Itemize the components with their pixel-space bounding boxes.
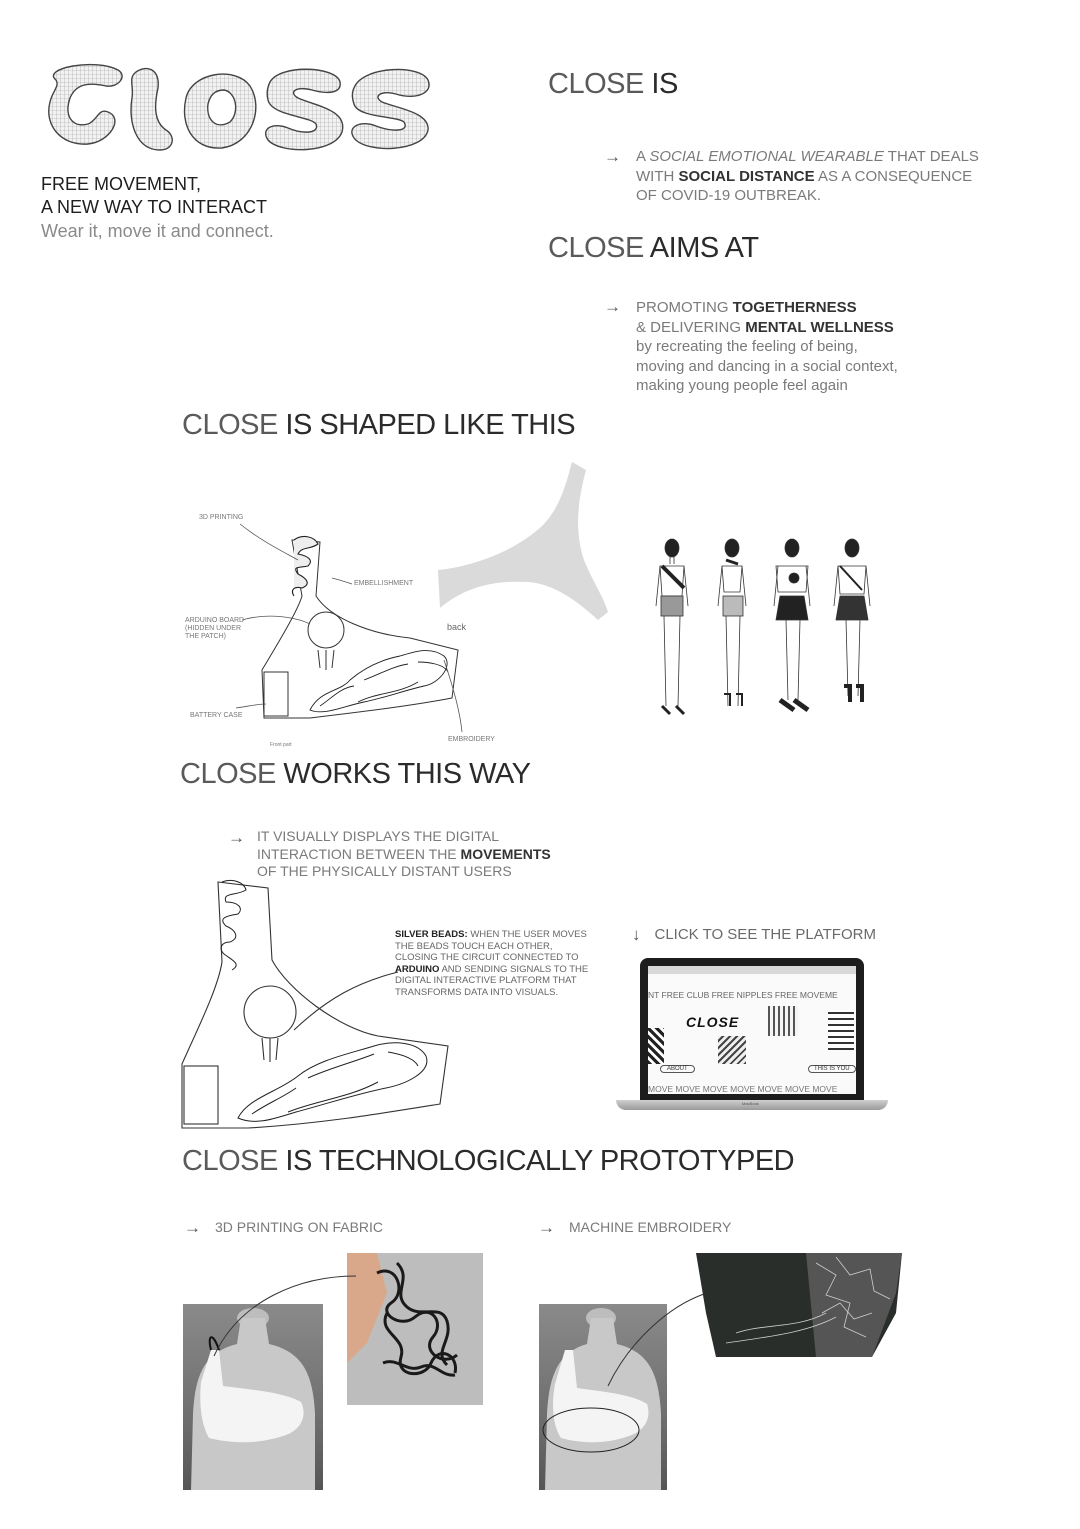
heading-bold: IS SHAPED LIKE THIS bbox=[285, 409, 576, 441]
label-line: (HIDDEN UNDER bbox=[185, 625, 241, 632]
technical-drawing-large bbox=[178, 878, 458, 1134]
label-battery: BATTERY CASE bbox=[190, 712, 243, 719]
text-line: making young people feel again bbox=[636, 377, 848, 394]
laptop-brand: MacBook bbox=[742, 1101, 759, 1106]
text-part: A bbox=[636, 148, 646, 165]
print-closeup-photo bbox=[347, 1253, 483, 1405]
heading-bold: IS TECHNOLOGICALLY PROTOTYPED bbox=[285, 1145, 795, 1177]
text-bold: MOVEMENTS bbox=[460, 845, 551, 862]
text-line: by recreating the feeling of being, bbox=[636, 338, 858, 355]
screen-pattern bbox=[768, 1006, 798, 1036]
arrow-down-icon: ↓ bbox=[632, 925, 641, 944]
text-part: INTERACTION BETWEEN THE bbox=[257, 845, 457, 862]
heading-light: CLOSE bbox=[548, 232, 644, 264]
text-bold: SILVER BEADS: bbox=[395, 929, 468, 940]
heading-light: CLOSE bbox=[182, 1145, 278, 1177]
connector-line-left bbox=[210, 1270, 360, 1360]
text-bold: MENTAL WELLNESS bbox=[745, 318, 894, 336]
laptop-mockup[interactable] bbox=[616, 958, 888, 1118]
text-part: WHEN THE USER MOVES bbox=[470, 929, 587, 940]
laptop-screen bbox=[648, 966, 856, 1094]
text-part: WITH bbox=[636, 167, 675, 185]
works-text bbox=[257, 828, 597, 881]
tagline-line-1: FREE MOVEMENT, bbox=[41, 174, 202, 194]
text-part: OF COVID-19 OUTBREAK. bbox=[636, 187, 822, 204]
arrow-right-icon: → bbox=[228, 828, 245, 847]
label-line: THE PATCH) bbox=[185, 633, 226, 640]
intro-subline: Wear it, move it and connect. bbox=[41, 221, 274, 241]
text-line: moving and dancing in a social context, bbox=[636, 357, 898, 375]
heading-bold: IS bbox=[651, 68, 678, 100]
label-embellishment: EMBELLISHMENT bbox=[354, 580, 414, 587]
screen-marquee-bottom: MOVE MOVE MOVE MOVE MOVE MOVE MOVE bbox=[648, 1084, 838, 1094]
screen-logo: CLOSE bbox=[686, 1014, 740, 1030]
close-is-heading bbox=[548, 68, 678, 101]
label-front: Front part bbox=[270, 742, 292, 748]
close-aims-text bbox=[636, 298, 1016, 396]
text-part: & DELIVERING bbox=[636, 318, 742, 336]
embroidery-closeup-photo bbox=[696, 1253, 902, 1357]
text-part: AS A CONSEQUENCE bbox=[817, 167, 973, 185]
heading-light: CLOSE bbox=[548, 68, 644, 100]
text-bold: ARDUINO bbox=[395, 963, 440, 975]
text-part: THAT DEALS bbox=[887, 148, 979, 165]
arrow-right-icon: → bbox=[604, 297, 621, 316]
screen-pattern bbox=[718, 1036, 746, 1064]
text-part: CLOSING THE CIRCUIT CONNECTED TO bbox=[395, 952, 579, 963]
works-heading bbox=[180, 758, 530, 791]
arrow-right-icon: → bbox=[538, 1218, 555, 1237]
text-part: PROMOTING bbox=[636, 299, 729, 316]
screen-marquee-top: NT FREE CLUB FREE NIPPLES FREE MOVEME bbox=[648, 990, 838, 1000]
close-logo bbox=[36, 58, 434, 158]
close-is-text bbox=[636, 147, 996, 206]
text-line: OF THE PHYSICALLY DISTANT USERS bbox=[257, 863, 512, 879]
text-line: IT VISUALLY DISPLAYS THE DIGITAL bbox=[257, 828, 499, 844]
text-bold: SOCIAL DISTANCE bbox=[678, 167, 815, 185]
label-3d-printing: 3D PRINTING bbox=[199, 514, 244, 521]
text-part: AND SENDING SIGNALS TO THE bbox=[441, 963, 589, 975]
proto-right-label bbox=[538, 1218, 731, 1238]
platform-link-label: CLICK TO SEE THE PLATFORM bbox=[654, 926, 876, 944]
text-part: THE BEADS TOUCH EACH OTHER, bbox=[395, 940, 553, 952]
text-italic: SOCIAL EMOTIONAL WEARABLE bbox=[649, 148, 884, 165]
connector-line-right bbox=[600, 1290, 710, 1390]
screen-pattern bbox=[828, 1010, 854, 1050]
label-line: ARDUINO BOARD bbox=[185, 617, 245, 624]
label-arduino bbox=[185, 617, 244, 641]
heading-light: CLOSE bbox=[182, 409, 278, 441]
back-shape bbox=[436, 460, 612, 630]
intro-tagline bbox=[41, 173, 267, 219]
arrow-right-icon: → bbox=[604, 147, 621, 166]
text-part: TRANSFORMS DATA INTO VISUALS. bbox=[395, 986, 559, 998]
proto-heading bbox=[182, 1145, 794, 1178]
label-text: 3D PRINTING ON FABRIC bbox=[215, 1219, 384, 1236]
heading-bold: AIMS AT bbox=[649, 232, 759, 264]
close-aims-heading bbox=[548, 232, 759, 265]
screen-about-button[interactable]: ABOUT bbox=[660, 1065, 695, 1073]
arrow-right-icon: → bbox=[184, 1218, 201, 1237]
label-embroidery: EMBROIDERY bbox=[448, 736, 495, 743]
fashion-figures bbox=[640, 536, 890, 732]
text-part: DIGITAL INTERACTIVE PLATFORM THAT bbox=[395, 975, 577, 986]
platform-link[interactable] bbox=[632, 925, 876, 945]
heading-light: CLOSE bbox=[180, 758, 276, 790]
browser-bar bbox=[648, 966, 856, 974]
proto-left-label bbox=[184, 1218, 383, 1238]
screen-pattern bbox=[648, 1028, 664, 1064]
silver-beads-text bbox=[395, 929, 590, 998]
label-back: back bbox=[447, 622, 467, 632]
shaped-heading bbox=[182, 409, 575, 442]
heading-bold: WORKS THIS WAY bbox=[283, 758, 531, 790]
text-bold: TOGETHERNESS bbox=[732, 299, 857, 316]
tagline-line-2: A NEW WAY TO INTERACT bbox=[41, 197, 268, 217]
label-text: MACHINE EMBROIDERY bbox=[569, 1219, 732, 1236]
screen-this-button[interactable]: THIS IS YOU bbox=[808, 1065, 856, 1073]
